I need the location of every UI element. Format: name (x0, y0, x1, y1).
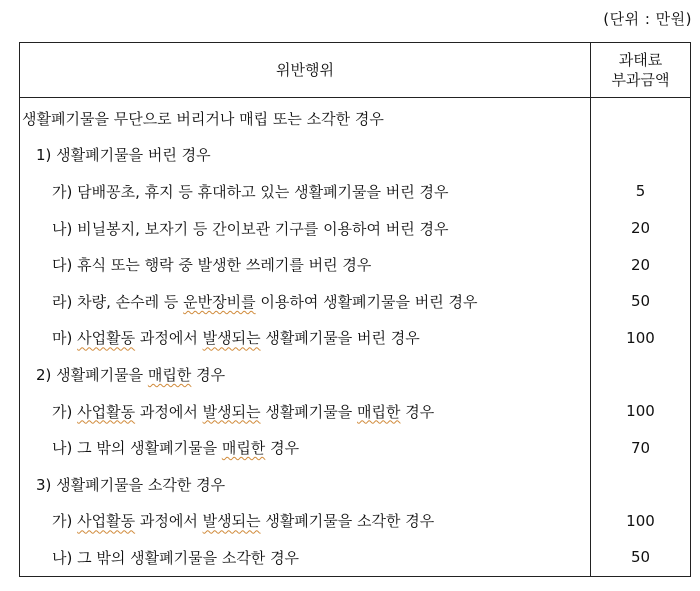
fine-amount (591, 356, 691, 393)
description-text: 경우 (400, 402, 435, 421)
description-text: 경우 (265, 439, 300, 458)
table-header (20, 43, 691, 98)
description-text: 생활폐기물을 소각한 경우 (260, 512, 435, 531)
description-text: 과정에서 (135, 512, 203, 531)
flagged-word: 매립한 (147, 365, 192, 384)
fine-amount: 5 (591, 173, 691, 210)
violation-description (20, 393, 591, 430)
description-text: 다) 휴식 또는 행락 중 발생한 쓰레기를 버린 경우 (52, 256, 372, 275)
description-text: 경우 (191, 365, 226, 384)
table-row (20, 466, 691, 503)
header-fine-line1: 과태료 (618, 51, 663, 69)
table-row (20, 356, 691, 393)
table-row (20, 320, 691, 357)
fine-amount: 20 (591, 246, 691, 283)
table-row (20, 246, 691, 283)
table-row (20, 98, 691, 137)
table-row (20, 503, 691, 540)
description-text: 3) 생활폐기물을 소각한 경우 (36, 475, 226, 494)
description-text: 2) 생활폐기물을 (36, 365, 148, 384)
fine-amount (591, 98, 691, 137)
description-text: 라) 차량, 손수레 등 (52, 292, 184, 311)
header-fine-amount (591, 43, 691, 98)
violation-description (20, 137, 591, 174)
flagged-word: 사업활동 (77, 402, 136, 421)
violation-description (20, 503, 591, 540)
fine-amount (591, 466, 691, 503)
violation-description (20, 539, 591, 576)
fine-schedule-table (19, 42, 691, 577)
violation-description (20, 466, 591, 503)
fine-amount: 50 (591, 283, 691, 320)
description-text: 나) 비닐봉지, 보자기 등 간이보관 기구를 이용하여 버린 경우 (52, 219, 449, 238)
violation-description (20, 98, 591, 137)
fine-amount: 20 (591, 210, 691, 247)
fine-amount (591, 137, 691, 174)
description-text: 생활폐기물을 (260, 402, 358, 421)
description-text: 1) 생활폐기물을 버린 경우 (36, 146, 211, 165)
description-text: 생활폐기물을 버린 경우 (260, 329, 420, 348)
violation-description (20, 283, 591, 320)
description-text: 생활폐기물을 무단으로 버리거나 매립 또는 소각한 경우 (22, 109, 384, 128)
header-fine-line2: 부과금액 (611, 71, 670, 89)
flagged-word: 매립한 (357, 402, 401, 421)
flagged-word: 발생되는 (202, 329, 261, 348)
violation-description (20, 356, 591, 393)
fine-amount: 100 (591, 393, 691, 430)
violation-description (20, 173, 591, 210)
description-text: 가) 담배꽁초, 휴지 등 휴대하고 있는 생활폐기물을 버린 경우 (52, 182, 449, 201)
fine-amount: 100 (591, 320, 691, 357)
description-text: 가) (52, 402, 78, 421)
flagged-word: 발생되는 (202, 512, 261, 531)
table-row (20, 539, 691, 576)
fine-amount: 70 (591, 429, 691, 466)
violation-description (20, 429, 591, 466)
description-text: 과정에서 (135, 329, 203, 348)
description-text: 가) (52, 512, 78, 531)
description-text: 나) 그 밖의 생활폐기물을 (52, 439, 222, 458)
header-violation: 위반행위 (20, 43, 591, 98)
description-text: 마) (52, 329, 78, 348)
flagged-word: 사업활동 (77, 329, 136, 348)
table-row (20, 429, 691, 466)
description-text: 나) 그 밖의 생활폐기물을 소각한 경우 (52, 548, 300, 567)
flagged-word: 발생되는 (202, 402, 261, 421)
description-text: 과정에서 (135, 402, 203, 421)
table-row (20, 283, 691, 320)
fine-amount: 100 (591, 503, 691, 540)
violation-description (20, 246, 591, 283)
flagged-word: 운반장비를 (183, 292, 256, 311)
description-text: 이용하여 생활폐기물을 버린 경우 (255, 292, 478, 311)
table-row (20, 393, 691, 430)
table-body (20, 98, 691, 577)
header-row (20, 43, 691, 98)
flagged-word: 매립한 (221, 439, 266, 458)
table-row (20, 210, 691, 247)
unit-note: (단위 : 만원) (603, 10, 692, 28)
flagged-word: 사업활동 (77, 512, 136, 531)
fine-amount: 50 (591, 539, 691, 576)
violation-description (20, 320, 591, 357)
violation-description (20, 210, 591, 247)
table-row (20, 173, 691, 210)
table-row (20, 137, 691, 174)
